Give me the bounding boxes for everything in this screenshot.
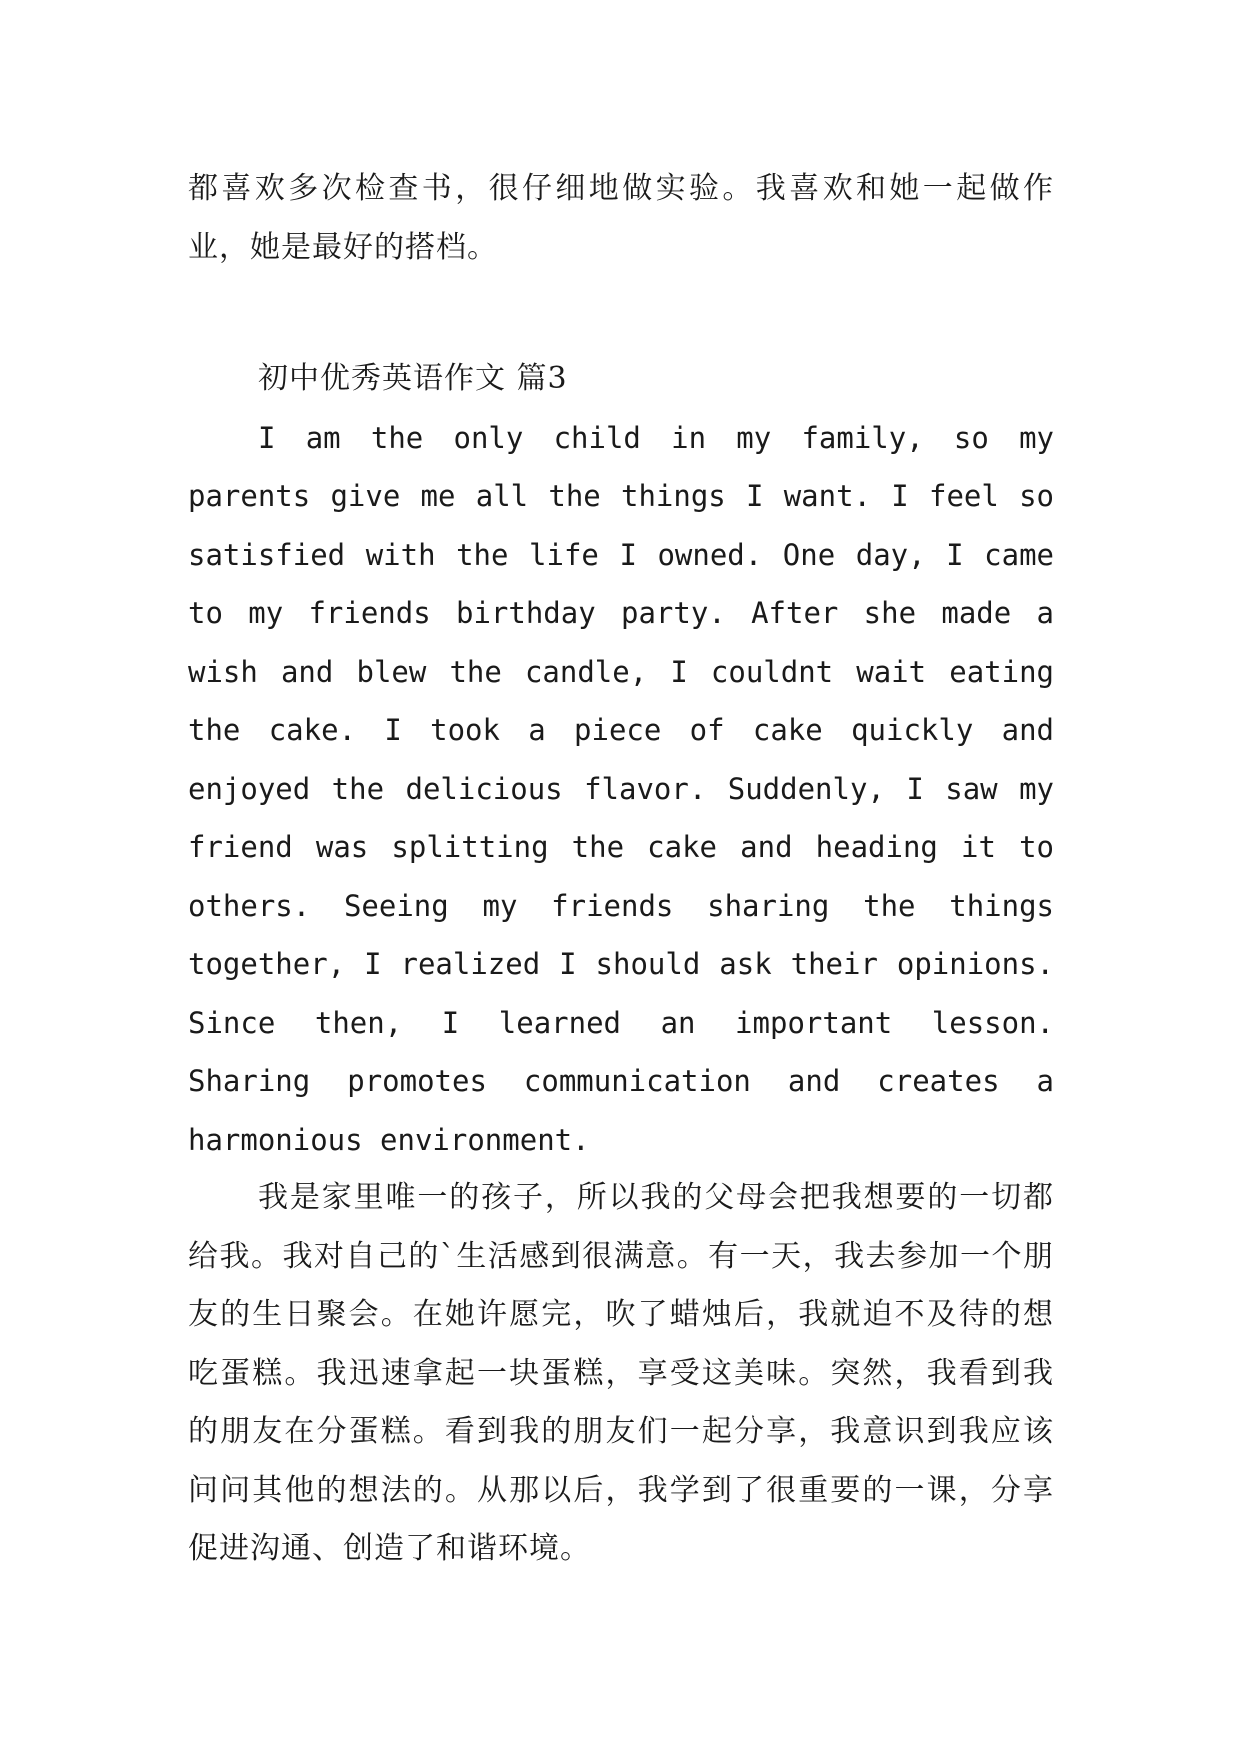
chinese-translation-paragraph: 我是家里唯一的孩子，所以我的父母会把我想要的一切都给我。我对自己的`生活感到很满意。有一天，我去参加一个朋友的生日聚会。在她许愿完，吹了蜡烛后，我就迫不及待的想吃蛋糕。我迅速拿起一块蛋糕，享受这美味。突然，我看到我的朋友在分蛋糕。看到我的朋友们一起分享，我意识到我应该问问其他的想法的。从那以后，我学到了很重要的一课，分享促进沟通、创造了和谐环境。 bbox=[188, 1180, 1054, 1566]
section-heading: 初中优秀英语作文 篇3 bbox=[258, 361, 568, 396]
english-essay-paragraph: I am the only child in my family, so my parents give me all the things I want. I feel so satisfied with the life I owned. One day, I came to my friends birthday party. After she made a wish and blew the candle, I couldnt wait eating the cake. I took a piece of cake quickly and enjoyed the delicious flavor. Suddenly, I saw my friend was splitting the cake and heading it to others. Seeing my friends sharing the things together, I realized I should ask their opinions. Since then, I learned an important lesson. Sharing promotes communication and creates a harmonious environment. bbox=[188, 420, 1054, 1157]
section-spacer bbox=[188, 277, 1054, 350]
previous-paragraph-tail: 都喜欢多次检查书，很仔细地做实验。我喜欢和她一起做作业，她是最好的搭档。 bbox=[188, 171, 1054, 265]
document-page bbox=[188, 160, 1054, 1579]
